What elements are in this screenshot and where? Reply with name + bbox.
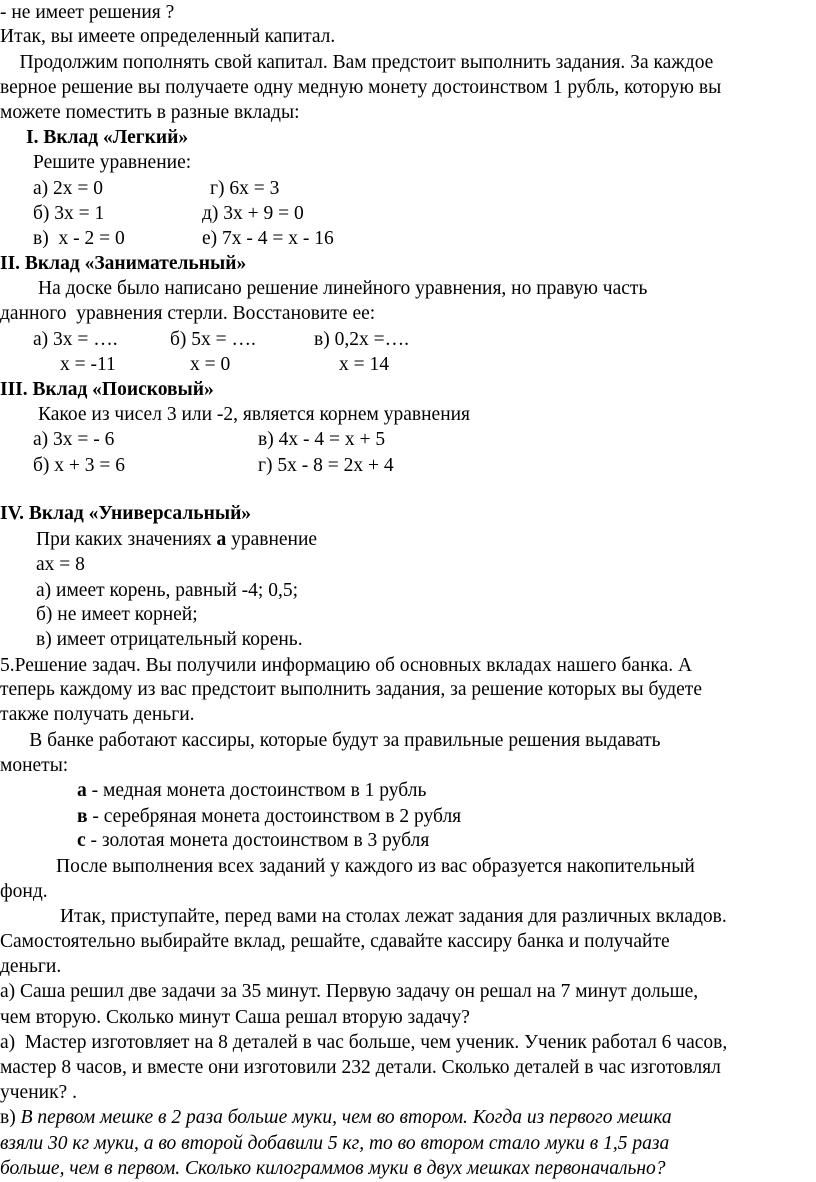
section-4-title: IV. Вклад «Универсальный» <box>0 503 252 524</box>
equation: г) 6x = 3 <box>210 178 280 199</box>
equation: x = -11 <box>60 354 116 375</box>
equation: x = 0 <box>190 354 231 375</box>
problem-text: а) Мастер изготовляет на 8 деталей в час больше, чем ученик. Ученик работал 6 часов, <box>0 1032 728 1053</box>
coin-item: в - серебряная монета достоинством в 2 рубля <box>77 806 462 827</box>
equation: б) 3x = 1 <box>33 203 105 224</box>
intro-line: Продолжим пополнять свой капитал. Вам предстоит выполнить задания. За каждое <box>0 52 714 73</box>
tasks-text: 5.Решение задач. Вы получили информацию об основных вкладах нашего банка. А <box>0 655 693 676</box>
equation: в) 0,2x =…. <box>314 329 409 350</box>
list-item: б) не имеет корней; <box>36 604 198 625</box>
intro-line: - не имеет решения ? <box>0 2 175 23</box>
list-item: в) имеет отрицательный корень. <box>36 629 303 650</box>
equation: б) 5x = …. <box>170 329 256 350</box>
coin-item: с - золотая монета достоинством в 3 рубля <box>77 830 430 851</box>
tasks-text: деньги. <box>0 956 62 977</box>
problem-text: чем вторую. Сколько минут Саша решал вторую задачу? <box>0 1007 470 1028</box>
problem-text: взяли 30 кг муки, а во второй добавили 5 кг, то во втором стало муки в 1,5 раза <box>0 1133 670 1154</box>
tasks-text: монеты: <box>0 755 69 776</box>
tasks-text: Самостоятельно выбирайте вклад, решайте, сдавайте кассиру банка и получайте <box>0 931 670 952</box>
equation: в) x - 2 = 0 <box>33 228 125 249</box>
section-3-title: III. Вклад «Поисковый» <box>0 379 214 400</box>
equation: б) x + 3 = 6 <box>33 455 126 476</box>
equation: г) 5x - 8 = 2x + 4 <box>258 455 394 476</box>
section-2-text: На доске было написано решение линейного уравнения, но правую часть <box>38 278 648 299</box>
tasks-text: Итак, приступайте, перед вами на столах лежат задания для различных вкладов. <box>60 906 727 927</box>
tasks-text: фонд. <box>0 881 48 902</box>
intro-line: Итак, вы имеете определенный капитал. <box>0 26 336 47</box>
equation: е) 7x - 4 = x - 16 <box>202 228 334 249</box>
problem-text: в) В первом мешке в 2 раза больше муки, чем во втором. Когда из первого мешка <box>0 1107 672 1128</box>
section-4-equation: ax = 8 <box>36 554 85 575</box>
problem-text: а) Саша решил две задачи за 35 минут. Первую задачу он решал на 7 минут дольше, <box>0 981 699 1002</box>
intro-line: можете поместить в разные вклады: <box>0 102 300 123</box>
section-1-prompt: Решите уравнение: <box>33 152 192 173</box>
tasks-text: теперь каждому из вас предстоит выполнить задания, за решение которых вы будете <box>0 679 702 700</box>
coin-item: а - медная монета достоинством в 1 рубль <box>77 780 427 801</box>
equation: в) 4x - 4 = x + 5 <box>258 429 386 450</box>
list-item: а) имеет корень, равный -4; 0,5; <box>36 580 299 601</box>
problem-text: мастер 8 часов, и вместе они изготовили 232 детали. Сколько деталей в час изготовлял <box>0 1057 721 1078</box>
intro-line: верное решение вы получаете одну медную монету достоинством 1 рубль, которую вы <box>0 77 722 98</box>
section-1-title: I. Вклад «Легкий» <box>26 127 189 148</box>
section-2-title: II. Вклад «Занимательный» <box>0 253 247 274</box>
equation: а) 3x = - 6 <box>33 429 115 450</box>
section-2-text: данного уравнения стерли. Восстановите ее: <box>0 303 376 324</box>
tasks-text: В банке работают кассиры, которые будут за правильные решения выдавать <box>0 730 661 751</box>
equation: x = 14 <box>339 354 389 375</box>
equation: д) 3x + 9 = 0 <box>202 203 304 224</box>
equation: а) 2x = 0 <box>33 178 104 199</box>
tasks-text: также получать деньги. <box>0 704 195 725</box>
section-3-prompt: Какое из чисел 3 или -2, является корнем уравнения <box>38 404 471 425</box>
problem-text: ученик? . <box>0 1082 77 1103</box>
section-4-prompt: При каких значениях а уравнение <box>36 529 318 550</box>
equation: а) 3x = …. <box>33 329 118 350</box>
problem-text: больше, чем в первом. Сколько килограммов муки в двух мешках первоначально? <box>0 1158 666 1179</box>
tasks-text: После выполнения всех заданий у каждого из вас образуется накопительный <box>56 856 695 877</box>
